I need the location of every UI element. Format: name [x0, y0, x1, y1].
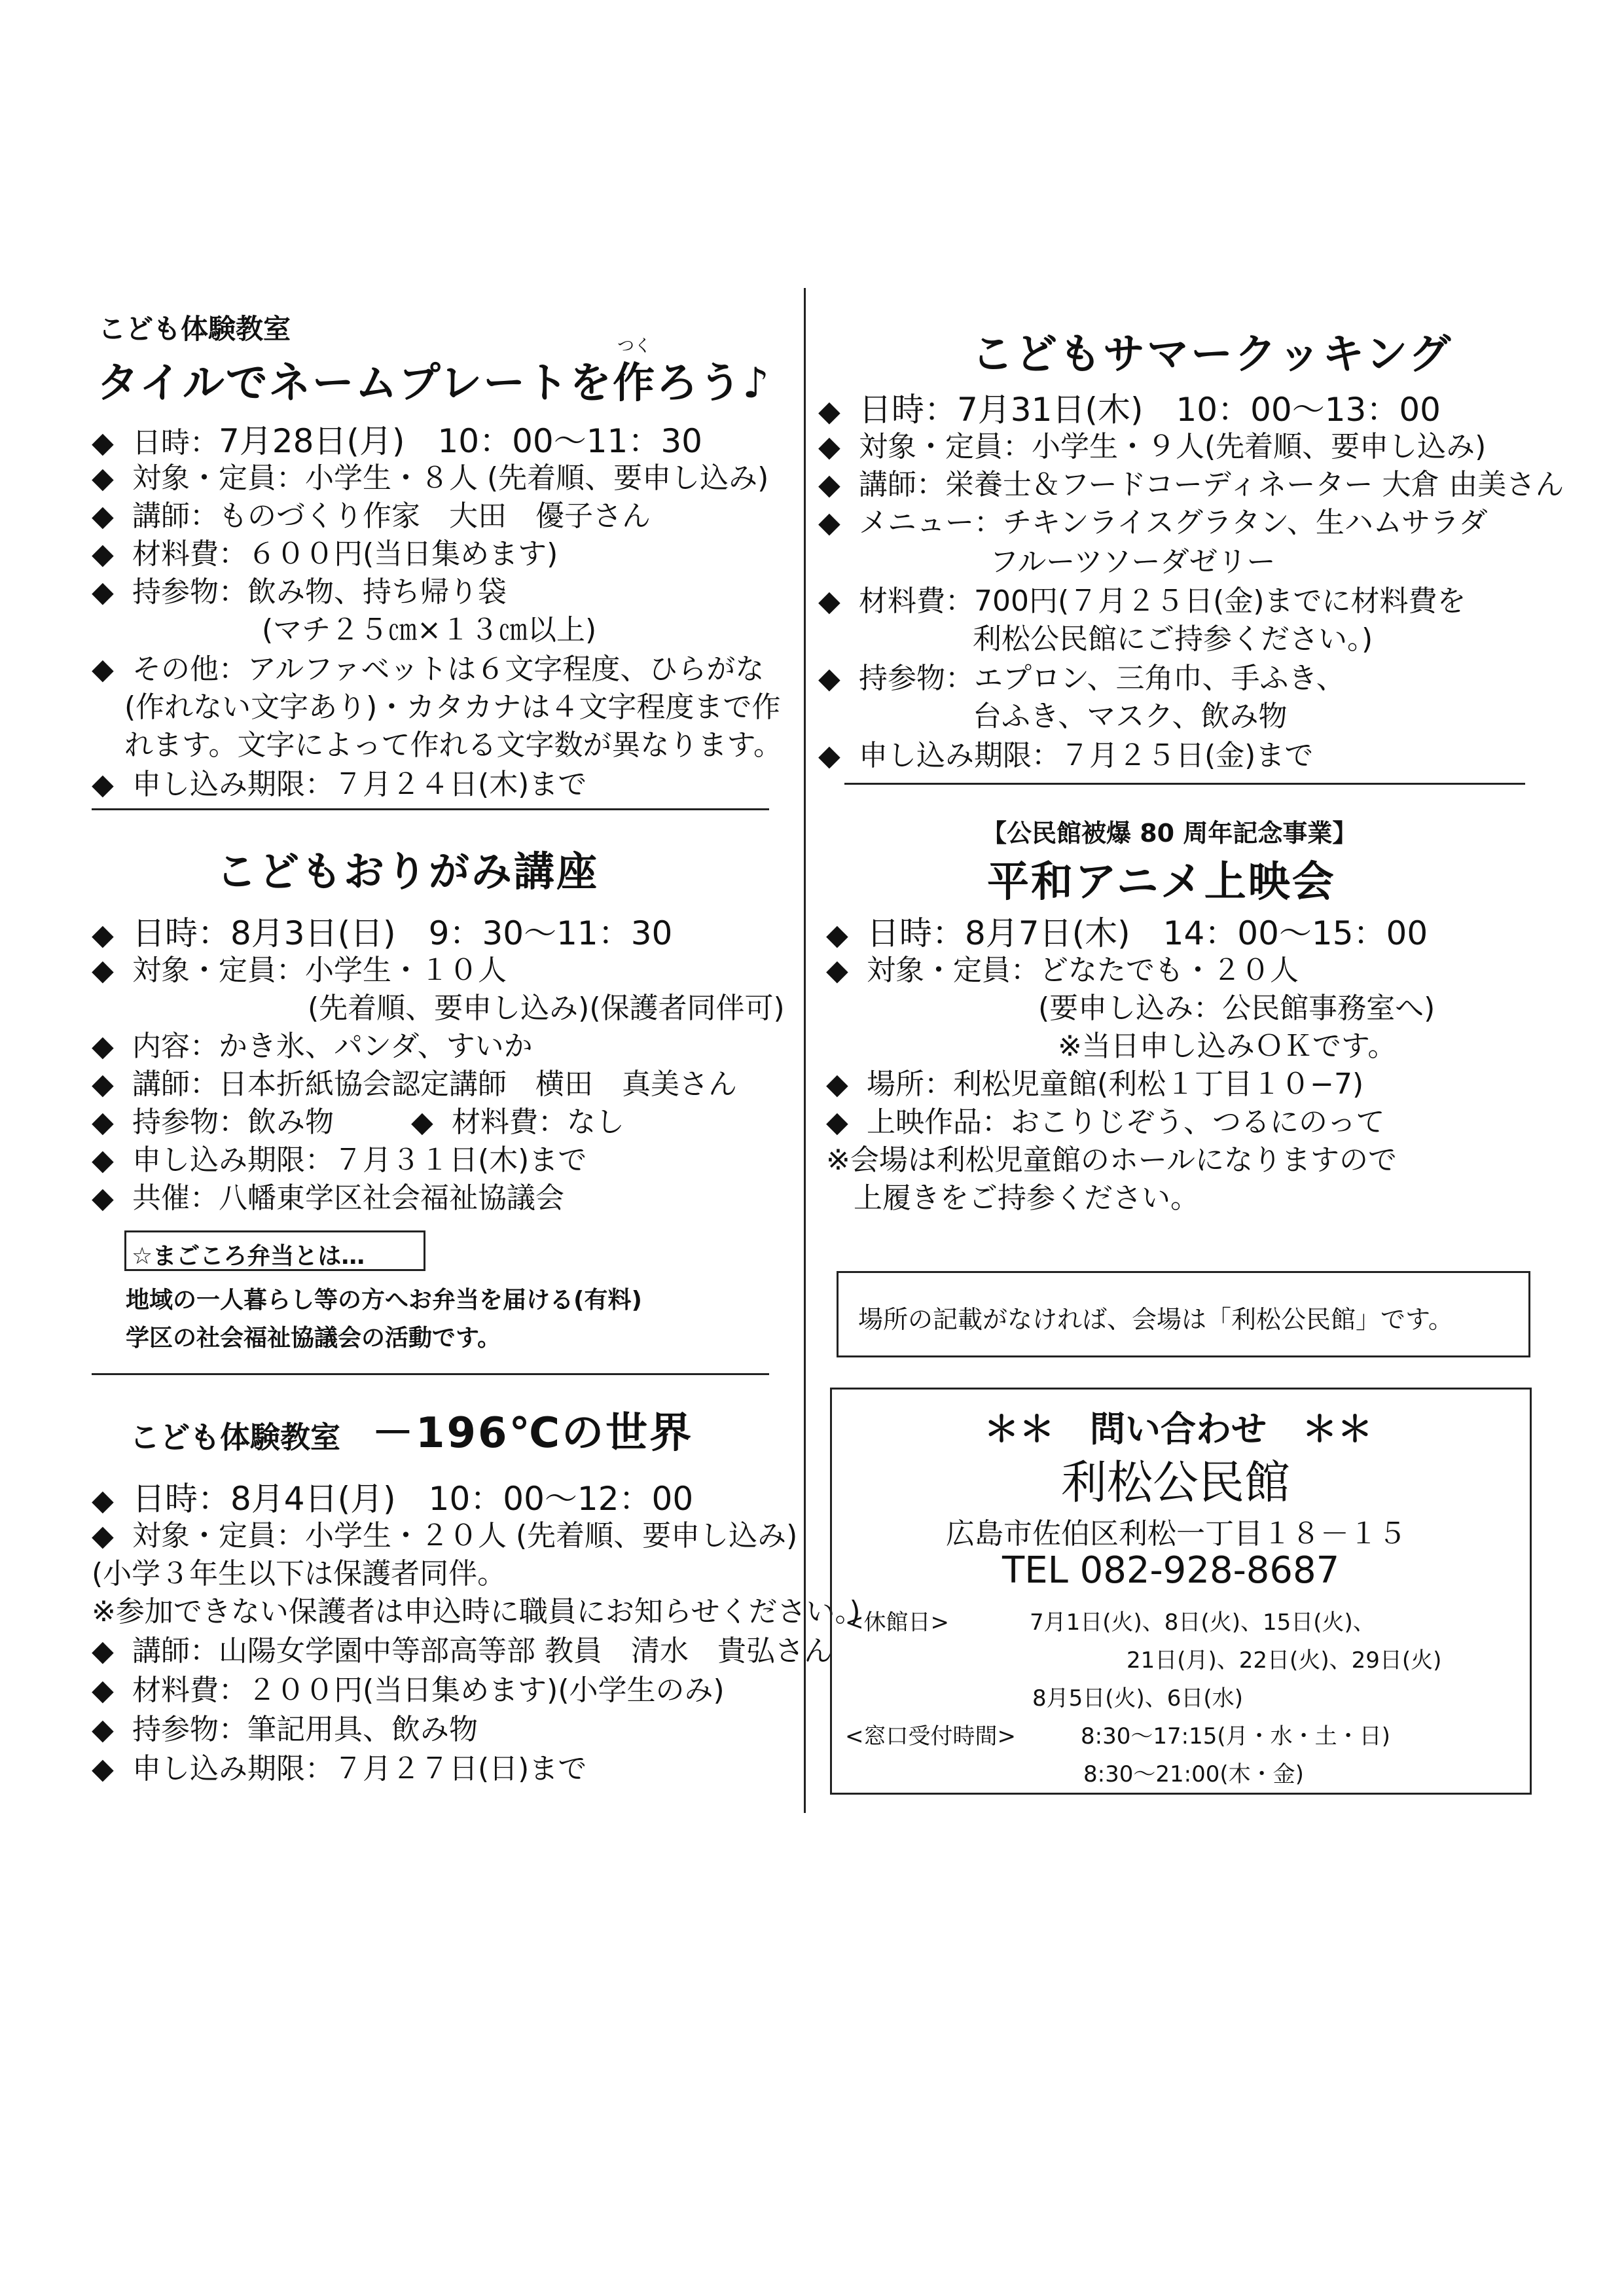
diamond-bullet-icon: ◆ [92, 1181, 114, 1215]
contact-tel: TEL 082-928-8687 [1002, 1549, 1340, 1592]
list-item-sub: 台ふき、マスク、飲み物 [973, 700, 1288, 733]
list-item-sub: ※当日申し込みＯＫです。 [1058, 1030, 1397, 1063]
diamond-bullet-icon: ◆ [92, 1752, 114, 1785]
list-item-sub: フルーツソーダゼリー [990, 545, 1276, 579]
list-item: ◆ 申し込み期限：７月２７日(日)まで [92, 1752, 587, 1785]
list-item-cont: (作れない文字あり)・カタカナは４文字程度まで作 [124, 691, 781, 724]
closed-line: 21日(月)、22日(火)、29日(火) [1127, 1647, 1442, 1674]
section-divider [844, 783, 1525, 785]
list-item: ◆ 日時：8月7日(木) 14：00～15：00 [826, 914, 1428, 952]
diamond-bullet-icon: ◆ [92, 426, 114, 459]
contact-box [830, 1388, 1532, 1795]
list-item: ◆ 対象・定員：小学生・１０人 [92, 954, 507, 987]
section-title-origami: こどもおりがみ講座 [216, 848, 600, 895]
list-item: ◆ 講師：山陽女学園中等部高等部 教員 清水 貴弘さん [92, 1634, 833, 1668]
list-item: ◆ 日時：8月3日(日) 9：30～11：30 [92, 914, 673, 952]
section-label: 【公民館被爆 80 周年記念事業】 [982, 819, 1358, 848]
section-title-cooking: こどもサマークッキング [971, 331, 1453, 379]
diamond-bullet-icon: ◆ [92, 954, 114, 987]
list-item: ◆ 対象・定員：小学生・８人 (先着順、要申し込み) [92, 461, 769, 495]
diamond-bullet-icon: ◆ [826, 918, 848, 952]
list-item: ◆ 持参物：飲み物 ◆ 材料費：なし [92, 1105, 624, 1139]
diamond-bullet-icon: ◆ [92, 1484, 114, 1517]
diamond-bullet-icon: ◆ [92, 1713, 114, 1746]
list-item: ◆ 日時：7月28日(月) 10：00～11：30 [92, 422, 702, 460]
diamond-bullet-icon: ◆ [818, 584, 840, 618]
list-item-sub: ※参加できない保護者は申込時に職員にお知らせください。) [92, 1595, 861, 1628]
section-divider [92, 1373, 769, 1375]
window-line: 8:30～21:00(木・金) [1083, 1761, 1304, 1787]
section-title-peace-anime: 平和アニメ上映会 [987, 858, 1336, 906]
right-column [818, 0, 1571, 2296]
section-divider [92, 808, 769, 810]
diamond-bullet-icon: ◆ [92, 1067, 114, 1101]
list-item: ◆ 講師：ものづくり作家 大田 優子さん [92, 499, 651, 533]
diamond-bullet-icon: ◆ [92, 653, 114, 686]
note-line: 地域の一人暮らし等の方へお弁当を届ける(有料) [126, 1287, 642, 1314]
note-line: 上履きをご持参ください。 [854, 1181, 1199, 1215]
diamond-bullet-icon: ◆ [826, 1105, 848, 1139]
diamond-bullet-icon: ◆ [826, 954, 848, 987]
contact-address: 広島市佐伯区利松一丁目１８－１５ [946, 1517, 1407, 1551]
section-label: こども体験教室 [98, 313, 291, 345]
diamond-bullet-icon: ◆ [92, 1143, 114, 1177]
closed-line: 7月1日(火)、8日(火)、15日(火)、 [1030, 1609, 1375, 1636]
list-item: ◆ 申し込み期限：７月２５日(金)まで [818, 739, 1314, 772]
list-item-sub: (要申し込み：公民館事務室へ) [1038, 992, 1435, 1025]
list-item: ◆ 内容：かき氷、パンダ、すいか [92, 1030, 533, 1063]
note-box-label: ☆まごころ弁当とは… [132, 1243, 365, 1270]
list-item: ◆ 持参物：筆記用具、飲み物 [92, 1713, 478, 1746]
list-item: ◆ 上映作品：おこりじぞう、つるにのって [826, 1105, 1385, 1139]
list-item: ◆ 共催：八幡東学区社会福祉協議会 [92, 1181, 564, 1215]
section-label: こども体験教室 [130, 1420, 340, 1455]
list-item: ◆ 場所：利松児童館(利松１丁目１０−7) [826, 1067, 1364, 1101]
left-column [92, 0, 861, 2296]
list-item: ◆ 日時：8月4日(月) 10：00～12：00 [92, 1480, 694, 1518]
closed-label: <休館日> [845, 1609, 949, 1636]
diamond-bullet-icon: ◆ [818, 468, 840, 501]
section-title-name-plate: タイルでネームプレートを作ろう♪ [97, 359, 771, 408]
title-ruby: つく [617, 336, 652, 356]
list-item-sub: (小学３年生以下は保護者同伴。 [92, 1557, 507, 1590]
closed-line: 8月5日(火)、6日(水) [1032, 1685, 1243, 1712]
list-item: ◆ 持参物：飲み物、持ち帰り袋 [92, 575, 507, 609]
contact-heading: ＊＊ 問い合わせ ＊＊ [984, 1408, 1373, 1450]
list-item: ◆ 対象・定員：小学生・２０人 (先着順、要申し込み) [92, 1519, 798, 1552]
list-item: ◆ 申し込み期限：７月３１日(木)まで [92, 1143, 587, 1177]
diamond-bullet-icon: ◆ [818, 662, 840, 695]
list-item: ◆ 対象・定員：どなたでも・２０人 [826, 954, 1299, 987]
list-item: ◆ メニュー：チキンライスグラタン、生ハムサラダ [818, 506, 1488, 539]
list-item: ◆ 講師：日本折紙協会認定講師 横田 真美さん [92, 1067, 737, 1101]
diamond-bullet-icon: ◆ [92, 1674, 114, 1707]
diamond-bullet-icon: ◆ [92, 537, 114, 571]
diamond-bullet-icon: ◆ [826, 1067, 848, 1101]
list-item: ◆ 申し込み期限：７月２４日(木)まで [92, 768, 587, 801]
list-item-sub: (先着順、要申し込み)(保護者同伴可) [308, 992, 785, 1025]
note-box [124, 1230, 425, 1271]
list-item-sub: 利松公民館にご持参ください。) [973, 622, 1373, 656]
list-item-sub: (マチ２５㎝×１３㎝以上) [262, 613, 597, 647]
diamond-bullet-icon: ◆ [92, 499, 114, 533]
contact-name: 利松公民館 [1061, 1456, 1290, 1509]
list-item: ◆ 材料費：２００円(当日集めます)(小学生のみ) [92, 1674, 725, 1707]
list-item-cont: れます。文字によって作れる文字数が異なります。 [124, 728, 782, 762]
venue-note: 場所の記載がなければ、会場は「利松公民館」です。 [858, 1305, 1453, 1334]
diamond-bullet-icon: ◆ [92, 768, 114, 801]
diamond-bullet-icon: ◆ [92, 1105, 114, 1139]
diamond-bullet-icon: ◆ [411, 1105, 433, 1139]
list-item: ◆ 日時：7月31日(木) 10：00～13：00 [818, 391, 1441, 429]
diamond-bullet-icon: ◆ [92, 1030, 114, 1063]
diamond-bullet-icon: ◆ [92, 461, 114, 495]
diamond-bullet-icon: ◆ [818, 430, 840, 463]
column-divider [804, 288, 806, 1813]
list-item: ◆ 材料費：700円(７月２５日(金)までに材料費を [818, 584, 1466, 618]
diamond-bullet-icon: ◆ [818, 739, 840, 772]
diamond-bullet-icon: ◆ [92, 918, 114, 952]
window-label: <窓口受付時間> [845, 1723, 1016, 1749]
diamond-bullet-icon: ◆ [92, 1634, 114, 1668]
diamond-bullet-icon: ◆ [818, 506, 840, 539]
note-line: ※会場は利松児童館のホールになりますので [826, 1143, 1397, 1177]
list-item: ◆ 講師：栄養士＆フードコーディネーター 大倉 由美さん [818, 468, 1564, 501]
section-title-196: －196℃の世界 [372, 1409, 694, 1458]
list-item: ◆ 対象・定員：小学生・９人(先着順、要申し込み) [818, 430, 1487, 463]
list-item: ◆ その他：アルファベットは６文字程度、ひらがな [92, 653, 765, 686]
diamond-bullet-icon: ◆ [92, 575, 114, 609]
venue-note-box [837, 1271, 1530, 1357]
window-line: 8:30～17:15(月・水・土・日) [1081, 1723, 1390, 1749]
diamond-bullet-icon: ◆ [92, 1519, 114, 1552]
list-item: ◆ 材料費：６００円(当日集めます) [92, 537, 558, 571]
list-item: ◆ 持参物：エプロン、三角巾、手ふき、 [818, 662, 1345, 695]
diamond-bullet-icon: ◆ [818, 395, 840, 428]
note-line: 学区の社会福祉協議会の活動です。 [126, 1325, 501, 1352]
